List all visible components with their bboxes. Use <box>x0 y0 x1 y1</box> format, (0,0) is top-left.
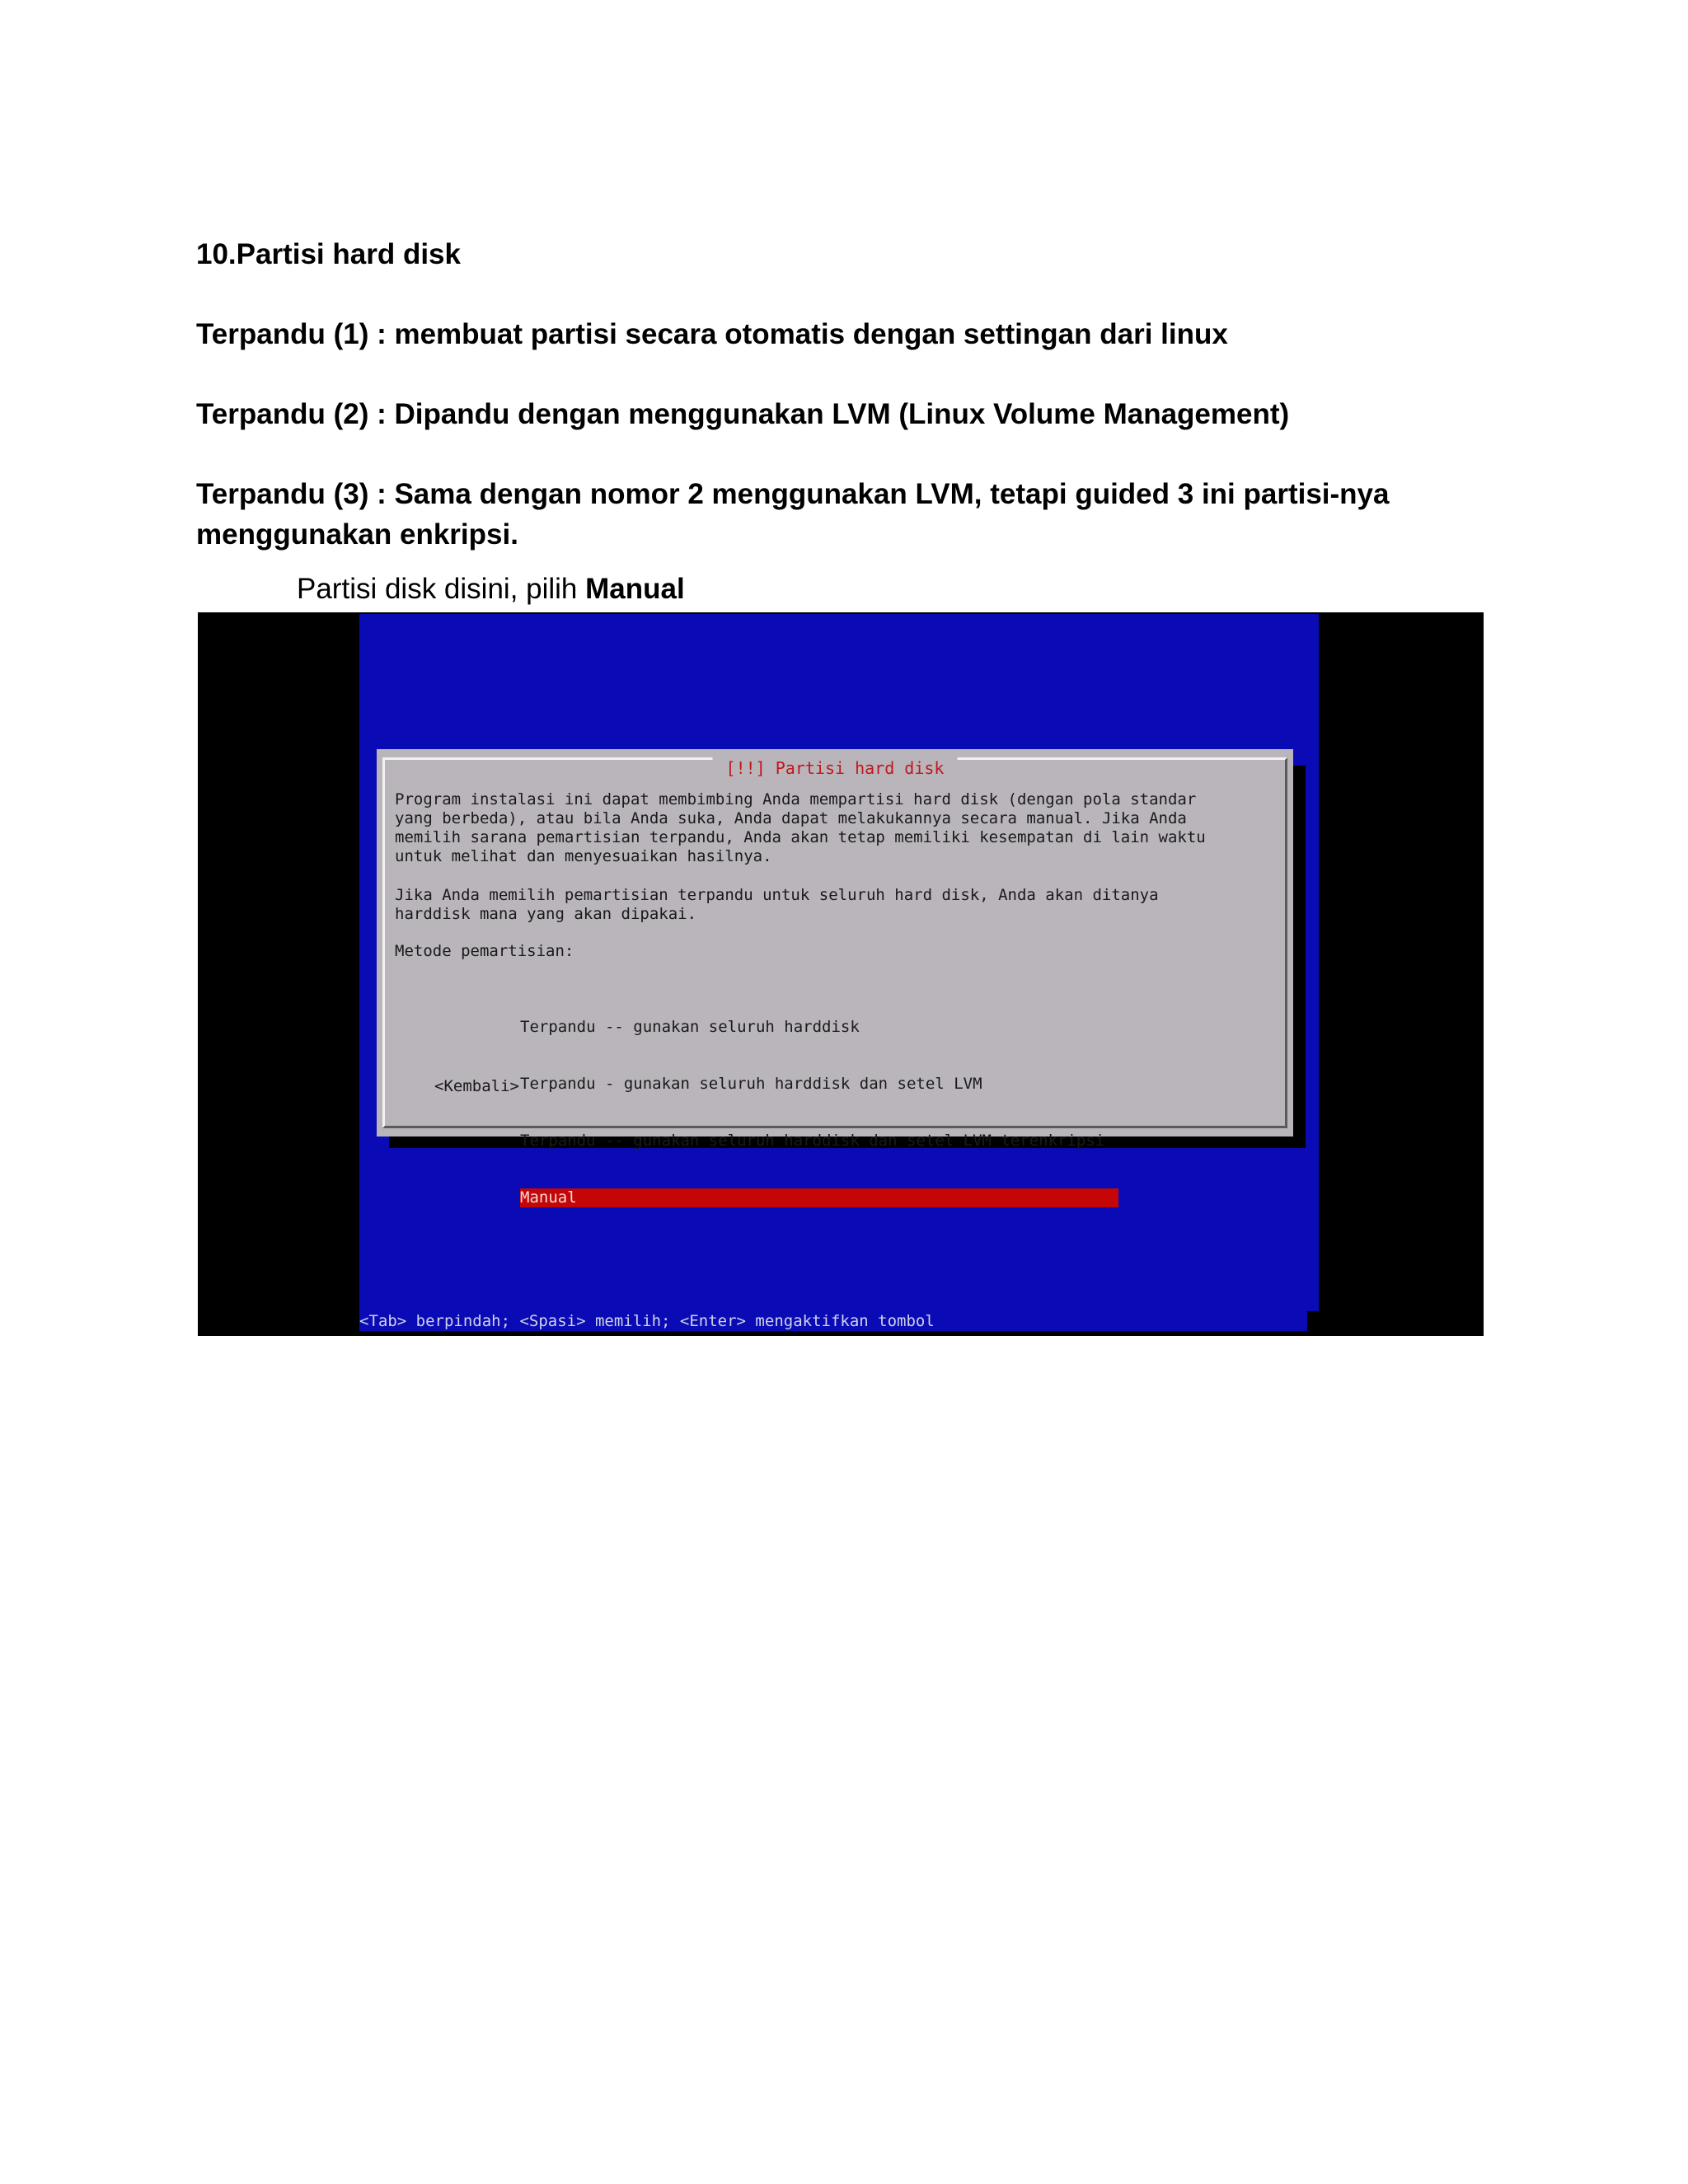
menu-option-guided-whole-disk[interactable]: Terpandu -- gunakan seluruh harddisk <box>520 1018 860 1036</box>
intro-line: untuk melihat dan menyesuaikan hasilnya. <box>395 847 772 865</box>
guided-option-3-description: Terpandu (3) : Sama dengan nomor 2 menggunakan LVM, tetapi guided 3 ini partisi-nya <box>196 478 1390 510</box>
guided-option-1-description: Terpandu (1) : membuat partisi secara otomatis dengan settingan dari linux <box>196 318 1228 350</box>
method-label: Metode pemartisian: <box>395 942 574 960</box>
intro-line: memilih sarana pemartisian terpandu, Anda akan tetap memiliki kesempatan di lain waktu <box>395 828 1206 846</box>
menu-option-guided-lvm[interactable]: Terpandu - gunakan seluruh harddisk dan setel LVM <box>520 1075 982 1093</box>
partition-method-menu <box>520 980 1118 1245</box>
dialog-title: [!!] Partisi hard disk <box>713 757 958 779</box>
guided-option-3-description-continued: menggunakan enkripsi. <box>196 518 518 551</box>
note-line: harddisk mana yang akan dipakai. <box>395 905 697 923</box>
screenshot-caption <box>297 569 685 609</box>
caption-emphasis: Manual <box>585 573 685 605</box>
installer-screenshot <box>198 612 1484 1336</box>
caption-text: Partisi disk disini, pilih <box>297 573 586 605</box>
section-heading: 10.Partisi hard disk <box>196 238 461 270</box>
guided-note-paragraph <box>395 886 1159 924</box>
partition-dialog <box>377 749 1293 1207</box>
note-line: Jika Anda memilih pemartisian terpandu untuk seluruh hard disk, Anda akan ditanya <box>395 886 1159 904</box>
intro-line: yang berbeda), atau bila Anda suka, Anda dapat melakukannya secara manual. Jika Anda <box>395 809 1187 827</box>
back-button[interactable]: <Kembali> <box>434 1077 519 1095</box>
intro-line: Program instalasi ini dapat membimbing Anda mempartisi hard disk (dengan pola standar <box>395 790 1197 808</box>
intro-paragraph <box>395 790 1206 866</box>
guided-option-2-description: Terpandu (2) : Dipandu dengan menggunakan LVM (Linux Volume Management) <box>196 398 1290 430</box>
menu-option-guided-encrypted-lvm[interactable]: Terpandu -- gunakan seluruh harddisk dan setel LVM terenkripsi <box>520 1132 1105 1150</box>
keyboard-help-status-bar: <Tab> berpindah; <Spasi> memilih; <Enter> mengaktifkan tombol <box>359 1312 935 1330</box>
menu-option-manual[interactable]: Manual <box>520 1188 1118 1207</box>
